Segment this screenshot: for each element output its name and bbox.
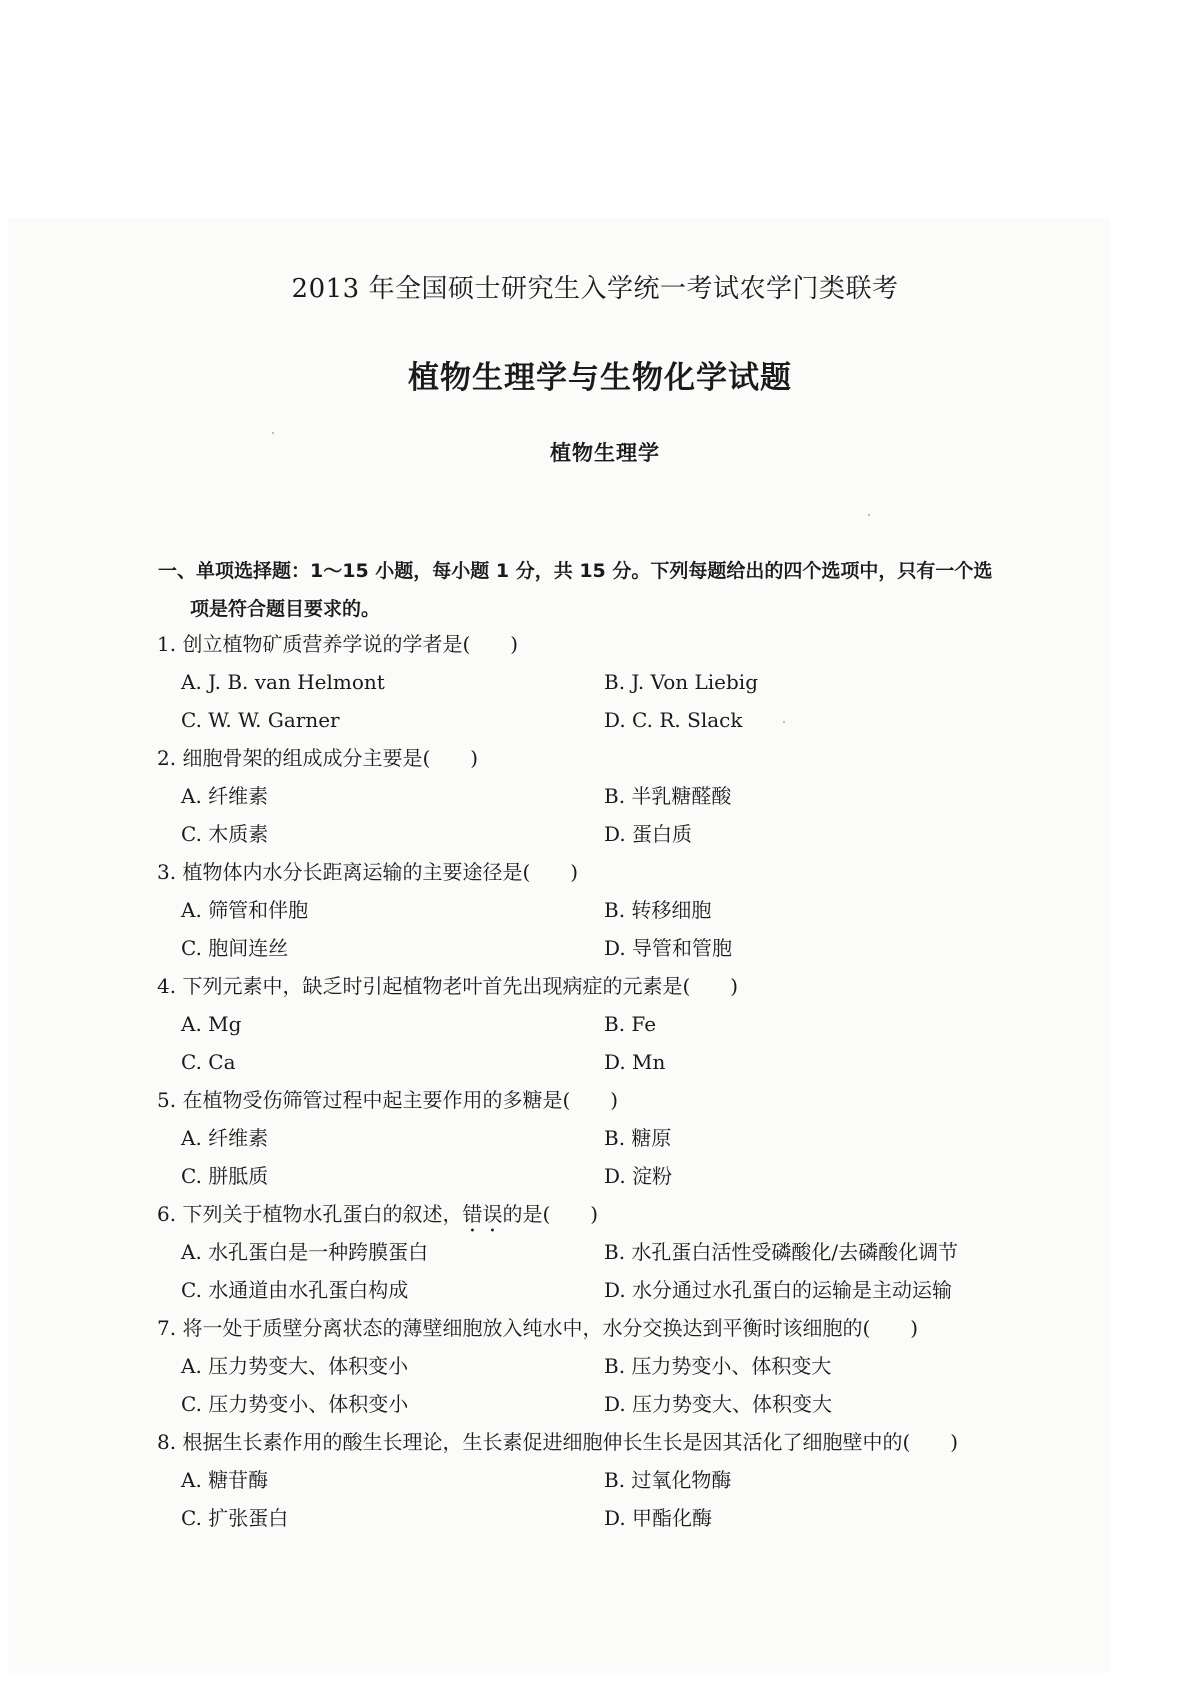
option-row bbox=[157, 1043, 1057, 1081]
option-c: C. 胞间连丝 bbox=[181, 936, 289, 960]
option-a: A. Mg bbox=[181, 1012, 242, 1036]
emphasized-word: 错误 bbox=[462, 1202, 503, 1226]
option-b: B. 半乳糖醛酸 bbox=[604, 784, 732, 808]
exam-title: 植物生理学与生物化学试题 bbox=[408, 360, 792, 396]
option-a: A. 纤维素 bbox=[181, 784, 269, 808]
question-stem: 1. 创立植物矿质营养学说的学者是( ) bbox=[157, 632, 519, 656]
option-a: A. 水孔蛋白是一种跨膜蛋白 bbox=[181, 1240, 429, 1264]
option-a: A. 压力势变大、体积变小 bbox=[181, 1354, 409, 1378]
option-row bbox=[157, 929, 1057, 967]
option-row bbox=[157, 1119, 1057, 1157]
question-stem: 4. 下列元素中，缺乏时引起植物老叶首先出现病症的元素是( ) bbox=[157, 974, 739, 998]
option-row bbox=[157, 1005, 1057, 1043]
option-c: C. W. W. Garner bbox=[181, 708, 340, 732]
option-a: A. 糖苷酶 bbox=[181, 1468, 269, 1492]
option-d: D. Mn bbox=[604, 1050, 666, 1074]
option-d: D. 淀粉 bbox=[604, 1164, 673, 1188]
instructions-line-1: 一、单项选择题：1～15 小题，每小题 1 分，共 15 分。下列每题给出的四个选项中，只有一个选 bbox=[158, 560, 993, 582]
option-b: B. 转移细胞 bbox=[604, 898, 712, 922]
question-6 bbox=[157, 1195, 1057, 1309]
question-7 bbox=[157, 1309, 1057, 1423]
section-title: 植物生理学 bbox=[550, 441, 660, 465]
option-c: C. 水通道由水孔蛋白构成 bbox=[181, 1278, 409, 1302]
option-b: B. 过氧化物酶 bbox=[604, 1468, 732, 1492]
option-a: A. J. B. van Helmont bbox=[181, 670, 385, 694]
option-d: D. 导管和管胞 bbox=[604, 936, 733, 960]
option-row bbox=[157, 1271, 1057, 1309]
question-5 bbox=[157, 1081, 1057, 1195]
option-row bbox=[157, 663, 1057, 701]
option-c: C. 压力势变小、体积变小 bbox=[181, 1392, 409, 1416]
exam-header: 2013 年全国硕士研究生入学统一考试农学门类联考 bbox=[291, 274, 899, 304]
option-row bbox=[157, 891, 1057, 929]
scan-speck bbox=[272, 432, 274, 434]
scan-speck bbox=[868, 514, 870, 516]
question-stem: 5. 在植物受伤筛管过程中起主要作用的多糖是( ) bbox=[157, 1088, 619, 1112]
question-stem: 2. 细胞骨架的组成成分主要是( ) bbox=[157, 746, 479, 770]
option-a: A. 筛管和伴胞 bbox=[181, 898, 309, 922]
option-b: B. 压力势变小、体积变大 bbox=[604, 1354, 832, 1378]
option-b: B. 糖原 bbox=[604, 1126, 672, 1150]
option-row bbox=[157, 1157, 1057, 1195]
question-stem: 7. 将一处于质壁分离状态的薄壁细胞放入纯水中，水分交换达到平衡时该细胞的( ) bbox=[157, 1316, 919, 1340]
option-row bbox=[157, 1385, 1057, 1423]
option-row bbox=[157, 1347, 1057, 1385]
option-row bbox=[157, 815, 1057, 853]
option-a: A. 纤维素 bbox=[181, 1126, 269, 1150]
question-list bbox=[157, 625, 1057, 1537]
option-row bbox=[157, 777, 1057, 815]
option-b: B. Fe bbox=[604, 1012, 657, 1036]
stem-text: 6. 下列关于植物水孔蛋白的叙述， bbox=[157, 1202, 463, 1226]
option-d: D. 水分通过水孔蛋白的运输是主动运输 bbox=[604, 1278, 953, 1302]
question-2 bbox=[157, 739, 1057, 853]
option-c: C. 胼胝质 bbox=[181, 1164, 269, 1188]
question-stem: 8. 根据生长素作用的酸生长理论，生长素促进细胞伸长生长是因其活化了细胞壁中的( ) bbox=[157, 1430, 959, 1454]
question-4 bbox=[157, 967, 1057, 1081]
question-stem: 3. 植物体内水分长距离运输的主要途径是( ) bbox=[157, 860, 579, 884]
instructions-line-2: 项是符合题目要求的。 bbox=[190, 598, 381, 620]
option-d: D. 甲酯化酶 bbox=[604, 1506, 713, 1530]
option-row bbox=[157, 701, 1057, 739]
option-c: C. Ca bbox=[181, 1050, 236, 1074]
option-b: B. J. Von Liebig bbox=[604, 670, 758, 694]
option-row bbox=[157, 1461, 1057, 1499]
option-c: C. 木质素 bbox=[181, 822, 269, 846]
part-one-instructions bbox=[158, 552, 1058, 628]
option-c: C. 扩张蛋白 bbox=[181, 1506, 289, 1530]
question-stem bbox=[157, 1195, 1057, 1233]
option-b: B. 水孔蛋白活性受磷酸化/去磷酸化调节 bbox=[604, 1240, 959, 1264]
question-3 bbox=[157, 853, 1057, 967]
question-1 bbox=[157, 625, 1057, 739]
option-row bbox=[157, 1499, 1057, 1537]
scan-speck bbox=[783, 721, 785, 723]
option-d: D. C. R. Slack bbox=[604, 708, 743, 732]
question-8 bbox=[157, 1423, 1057, 1537]
stem-text: 的是( ) bbox=[502, 1202, 599, 1226]
option-d: D. 压力势变大、体积变大 bbox=[604, 1392, 833, 1416]
option-row bbox=[157, 1233, 1057, 1271]
option-d: D. 蛋白质 bbox=[604, 822, 693, 846]
